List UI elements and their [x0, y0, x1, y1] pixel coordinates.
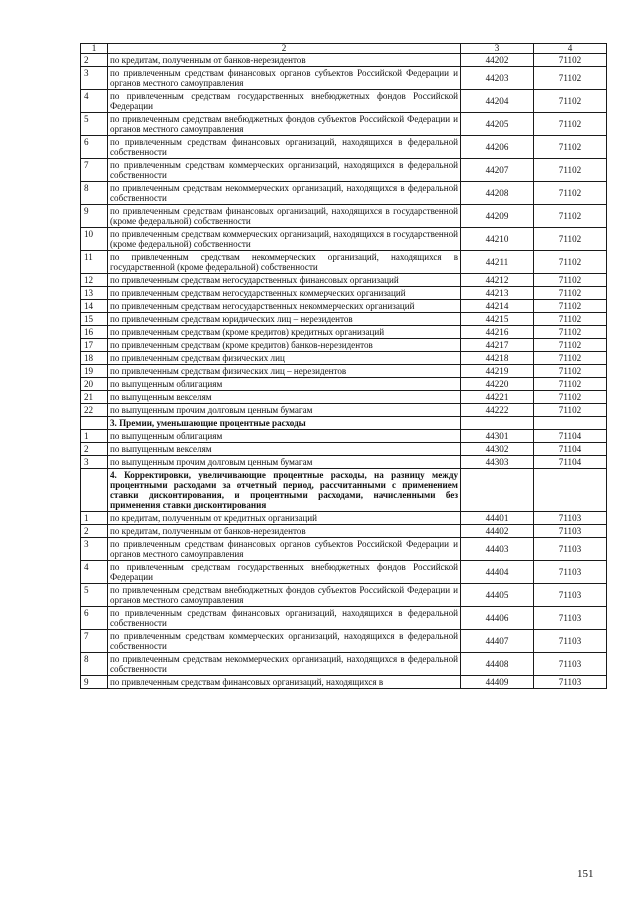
account-code-cell: 44208: [461, 182, 534, 205]
account-code-cell: 44403: [461, 538, 534, 561]
row-number-cell: 10: [81, 228, 108, 251]
account-code-cell: 44203: [461, 67, 534, 90]
row-number-cell: 14: [81, 300, 108, 313]
table-row: [81, 113, 607, 136]
symbol-code-cell: 71102: [534, 205, 607, 228]
table-row: [81, 313, 607, 326]
row-number-cell: 3: [81, 67, 108, 90]
header-cell-2: 2: [108, 44, 461, 54]
symbol-code-cell: 71102: [534, 352, 607, 365]
description-cell: 3. Премии, уменьшающие процентные расходы: [108, 417, 461, 430]
symbol-code-cell: 71103: [534, 584, 607, 607]
account-code-cell: 44301: [461, 430, 534, 443]
page-number: 151: [577, 868, 594, 880]
symbol-code-cell: 71103: [534, 512, 607, 525]
symbol-code-cell: 71102: [534, 287, 607, 300]
description-cell: по привлеченным средствам государственных внебюджетных фондов Российской Федерации: [108, 561, 461, 584]
symbol-code-cell: 71102: [534, 136, 607, 159]
symbol-code-cell: 71102: [534, 182, 607, 205]
symbol-code-cell: 71102: [534, 391, 607, 404]
header-cell-1: 1: [81, 44, 108, 54]
symbol-code-cell: 71102: [534, 313, 607, 326]
row-number-cell: 3: [81, 456, 108, 469]
row-number-cell: 2: [81, 54, 108, 67]
row-number-cell: 2: [81, 443, 108, 456]
account-code-cell: 44215: [461, 313, 534, 326]
description-cell: по выпущенным векселям: [108, 391, 461, 404]
table-row: [81, 90, 607, 113]
description-cell: по привлеченным средствам финансовых органов субъектов Российской Федерации и органов местного самоуправления: [108, 538, 461, 561]
description-cell: по привлеченным средствам коммерческих организаций, находящихся в федеральной собственности: [108, 630, 461, 653]
description-cell: по привлеченным средствам некоммерческих организаций, находящихся в федеральной собственности: [108, 653, 461, 676]
account-code-cell: 44216: [461, 326, 534, 339]
row-number-cell: 5: [81, 113, 108, 136]
table-row: [81, 653, 607, 676]
table-row: [81, 136, 607, 159]
row-number-cell: 22: [81, 404, 108, 417]
table-row: [81, 525, 607, 538]
table-row: [81, 251, 607, 274]
symbol-code-cell: 71103: [534, 607, 607, 630]
description-cell: по привлеченным средствам финансовых организаций, находящихся в государственной (кроме федеральной) собственности: [108, 205, 461, 228]
symbol-code-cell: 71104: [534, 443, 607, 456]
accounts-table: [80, 43, 607, 689]
account-code-cell: 44404: [461, 561, 534, 584]
description-cell: по привлеченным средствам физических лиц – нерезидентов: [108, 365, 461, 378]
description-cell: по кредитам, полученным от банков-нерезидентов: [108, 54, 461, 67]
description-cell: по выпущенным прочим долговым ценным бумагам: [108, 456, 461, 469]
description-cell: по привлеченным средствам государственных внебюджетных фондов Российской Федерации: [108, 90, 461, 113]
account-code-cell: 44205: [461, 113, 534, 136]
row-number-cell: 21: [81, 391, 108, 404]
account-code-cell: 44220: [461, 378, 534, 391]
symbol-code-cell: 71103: [534, 538, 607, 561]
account-code-cell: 44303: [461, 456, 534, 469]
row-number-cell: 11: [81, 251, 108, 274]
description-cell: по привлеченным средствам финансовых организаций, находящихся в федеральной собственности: [108, 607, 461, 630]
symbol-code-cell: 71102: [534, 159, 607, 182]
description-cell: по привлеченным средствам финансовых организаций, находящихся в: [108, 676, 461, 689]
row-number-cell: [81, 469, 108, 512]
description-cell: по привлеченным средствам внебюджетных фондов субъектов Российской Федерации и органов местного самоуправления: [108, 113, 461, 136]
description-cell: по привлеченным средствам (кроме кредитов) банков-нерезидентов: [108, 339, 461, 352]
account-code-cell: 44207: [461, 159, 534, 182]
account-code-cell: 44409: [461, 676, 534, 689]
symbol-code-cell: 71102: [534, 365, 607, 378]
table-row: [81, 391, 607, 404]
row-number-cell: 8: [81, 182, 108, 205]
table-row: [81, 339, 607, 352]
symbol-code-cell: 71103: [534, 653, 607, 676]
symbol-code-cell: 71102: [534, 90, 607, 113]
account-code-cell: 44219: [461, 365, 534, 378]
description-cell: по привлеченным средствам юридических лиц – нерезидентов: [108, 313, 461, 326]
row-number-cell: 4: [81, 561, 108, 584]
row-number-cell: 12: [81, 274, 108, 287]
description-cell: по выпущенным векселям: [108, 443, 461, 456]
table-row: [81, 607, 607, 630]
symbol-code-cell: 71102: [534, 326, 607, 339]
account-code-cell: 44217: [461, 339, 534, 352]
description-cell: по привлеченным средствам физических лиц: [108, 352, 461, 365]
description-cell: по выпущенным облигациям: [108, 430, 461, 443]
table-row: [81, 326, 607, 339]
table-row: [81, 443, 607, 456]
description-cell: по привлеченным средствам негосударственных некоммерческих организаций: [108, 300, 461, 313]
row-number-cell: 7: [81, 630, 108, 653]
row-number-cell: [81, 417, 108, 430]
description-cell: по привлеченным средствам некоммерческих организаций, находящихся в государственной (кроме федеральной) собственности: [108, 251, 461, 274]
section-heading-row: [81, 469, 607, 512]
table-row: [81, 274, 607, 287]
description-cell: по привлеченным средствам негосударственных коммерческих организаций: [108, 287, 461, 300]
description-cell: по привлеченным средствам негосударственных финансовых организаций: [108, 274, 461, 287]
symbol-code-cell: 71102: [534, 251, 607, 274]
table-row: [81, 352, 607, 365]
account-code-cell: 44211: [461, 251, 534, 274]
table-row: [81, 538, 607, 561]
account-code-cell: 44213: [461, 287, 534, 300]
table-row: [81, 54, 607, 67]
description-cell: по выпущенным облигациям: [108, 378, 461, 391]
table-row: [81, 205, 607, 228]
symbol-code-cell: 71102: [534, 378, 607, 391]
account-code-cell: 44209: [461, 205, 534, 228]
description-cell: по привлеченным средствам финансовых организаций, находящихся в федеральной собственности: [108, 136, 461, 159]
table-row: [81, 630, 607, 653]
symbol-code-cell: 71103: [534, 525, 607, 538]
account-code-cell: 44212: [461, 274, 534, 287]
account-code-cell: 44408: [461, 653, 534, 676]
symbol-code-cell: 71104: [534, 430, 607, 443]
symbol-code-cell: 71102: [534, 300, 607, 313]
table-row: [81, 456, 607, 469]
account-code-cell: 44406: [461, 607, 534, 630]
symbol-code-cell: 71102: [534, 339, 607, 352]
description-cell: по кредитам, полученным от банков-нерезидентов: [108, 525, 461, 538]
table-row: [81, 512, 607, 525]
description-cell: по привлеченным средствам (кроме кредитов) кредитных организаций: [108, 326, 461, 339]
header-row: [81, 44, 607, 54]
table-row: [81, 159, 607, 182]
table-row: [81, 404, 607, 417]
description-cell: 4. Корректировки, увеличивающие процентные расходы, на разницу между процентными расходами за отчетный период, рассчитанными с применением ставки дисконтирования, и процентными расходами, начисленными без применения ставки дисконтирования: [108, 469, 461, 512]
description-cell: по привлеченным средствам некоммерческих организаций, находящихся в федеральной собственности: [108, 182, 461, 205]
account-code-cell: 44204: [461, 90, 534, 113]
account-code-cell: 44405: [461, 584, 534, 607]
account-code-cell: 44407: [461, 630, 534, 653]
row-number-cell: 7: [81, 159, 108, 182]
document-table-container: [80, 43, 606, 689]
table-row: [81, 378, 607, 391]
symbol-code-cell: 71103: [534, 561, 607, 584]
row-number-cell: 8: [81, 653, 108, 676]
description-cell: по выпущенным прочим долговым ценным бумагам: [108, 404, 461, 417]
description-cell: по привлеченным средствам финансовых органов субъектов Российской Федерации и органов местного самоуправления: [108, 67, 461, 90]
table-row: [81, 67, 607, 90]
row-number-cell: 19: [81, 365, 108, 378]
table-row: [81, 584, 607, 607]
row-number-cell: 1: [81, 512, 108, 525]
row-number-cell: 6: [81, 607, 108, 630]
symbol-code-cell: 71104: [534, 456, 607, 469]
table-body: [81, 44, 607, 689]
account-code-cell: [461, 417, 534, 430]
section-heading-row: [81, 417, 607, 430]
description-cell: по привлеченным средствам внебюджетных фондов субъектов Российской Федерации и органов местного самоуправления: [108, 584, 461, 607]
symbol-code-cell: 71103: [534, 630, 607, 653]
row-number-cell: 17: [81, 339, 108, 352]
row-number-cell: 1: [81, 430, 108, 443]
row-number-cell: 4: [81, 90, 108, 113]
account-code-cell: 44222: [461, 404, 534, 417]
row-number-cell: 9: [81, 205, 108, 228]
symbol-code-cell: [534, 417, 607, 430]
table-row: [81, 676, 607, 689]
symbol-code-cell: 71103: [534, 676, 607, 689]
table-row: [81, 228, 607, 251]
account-code-cell: 44202: [461, 54, 534, 67]
row-number-cell: 16: [81, 326, 108, 339]
table-row: [81, 365, 607, 378]
table-row: [81, 182, 607, 205]
account-code-cell: 44206: [461, 136, 534, 159]
row-number-cell: 18: [81, 352, 108, 365]
table-row: [81, 287, 607, 300]
header-cell-3: 3: [461, 44, 534, 54]
row-number-cell: 3: [81, 538, 108, 561]
symbol-code-cell: 71102: [534, 113, 607, 136]
symbol-code-cell: 71102: [534, 67, 607, 90]
row-number-cell: 20: [81, 378, 108, 391]
row-number-cell: 6: [81, 136, 108, 159]
row-number-cell: 9: [81, 676, 108, 689]
account-code-cell: 44214: [461, 300, 534, 313]
description-cell: по привлеченным средствам коммерческих организаций, находящихся в государственной (кроме федеральной) собственности: [108, 228, 461, 251]
symbol-code-cell: 71102: [534, 274, 607, 287]
header-cell-4: 4: [534, 44, 607, 54]
symbol-code-cell: 71102: [534, 54, 607, 67]
row-number-cell: 5: [81, 584, 108, 607]
description-cell: по кредитам, полученным от кредитных организаций: [108, 512, 461, 525]
account-code-cell: 44210: [461, 228, 534, 251]
account-code-cell: 44221: [461, 391, 534, 404]
table-row: [81, 300, 607, 313]
table-row: [81, 561, 607, 584]
row-number-cell: 13: [81, 287, 108, 300]
row-number-cell: 15: [81, 313, 108, 326]
description-cell: по привлеченным средствам коммерческих организаций, находящихся в федеральной собственности: [108, 159, 461, 182]
account-code-cell: [461, 469, 534, 512]
symbol-code-cell: [534, 469, 607, 512]
account-code-cell: 44402: [461, 525, 534, 538]
symbol-code-cell: 71102: [534, 404, 607, 417]
symbol-code-cell: 71102: [534, 228, 607, 251]
account-code-cell: 44401: [461, 512, 534, 525]
row-number-cell: 2: [81, 525, 108, 538]
account-code-cell: 44218: [461, 352, 534, 365]
account-code-cell: 44302: [461, 443, 534, 456]
table-row: [81, 430, 607, 443]
